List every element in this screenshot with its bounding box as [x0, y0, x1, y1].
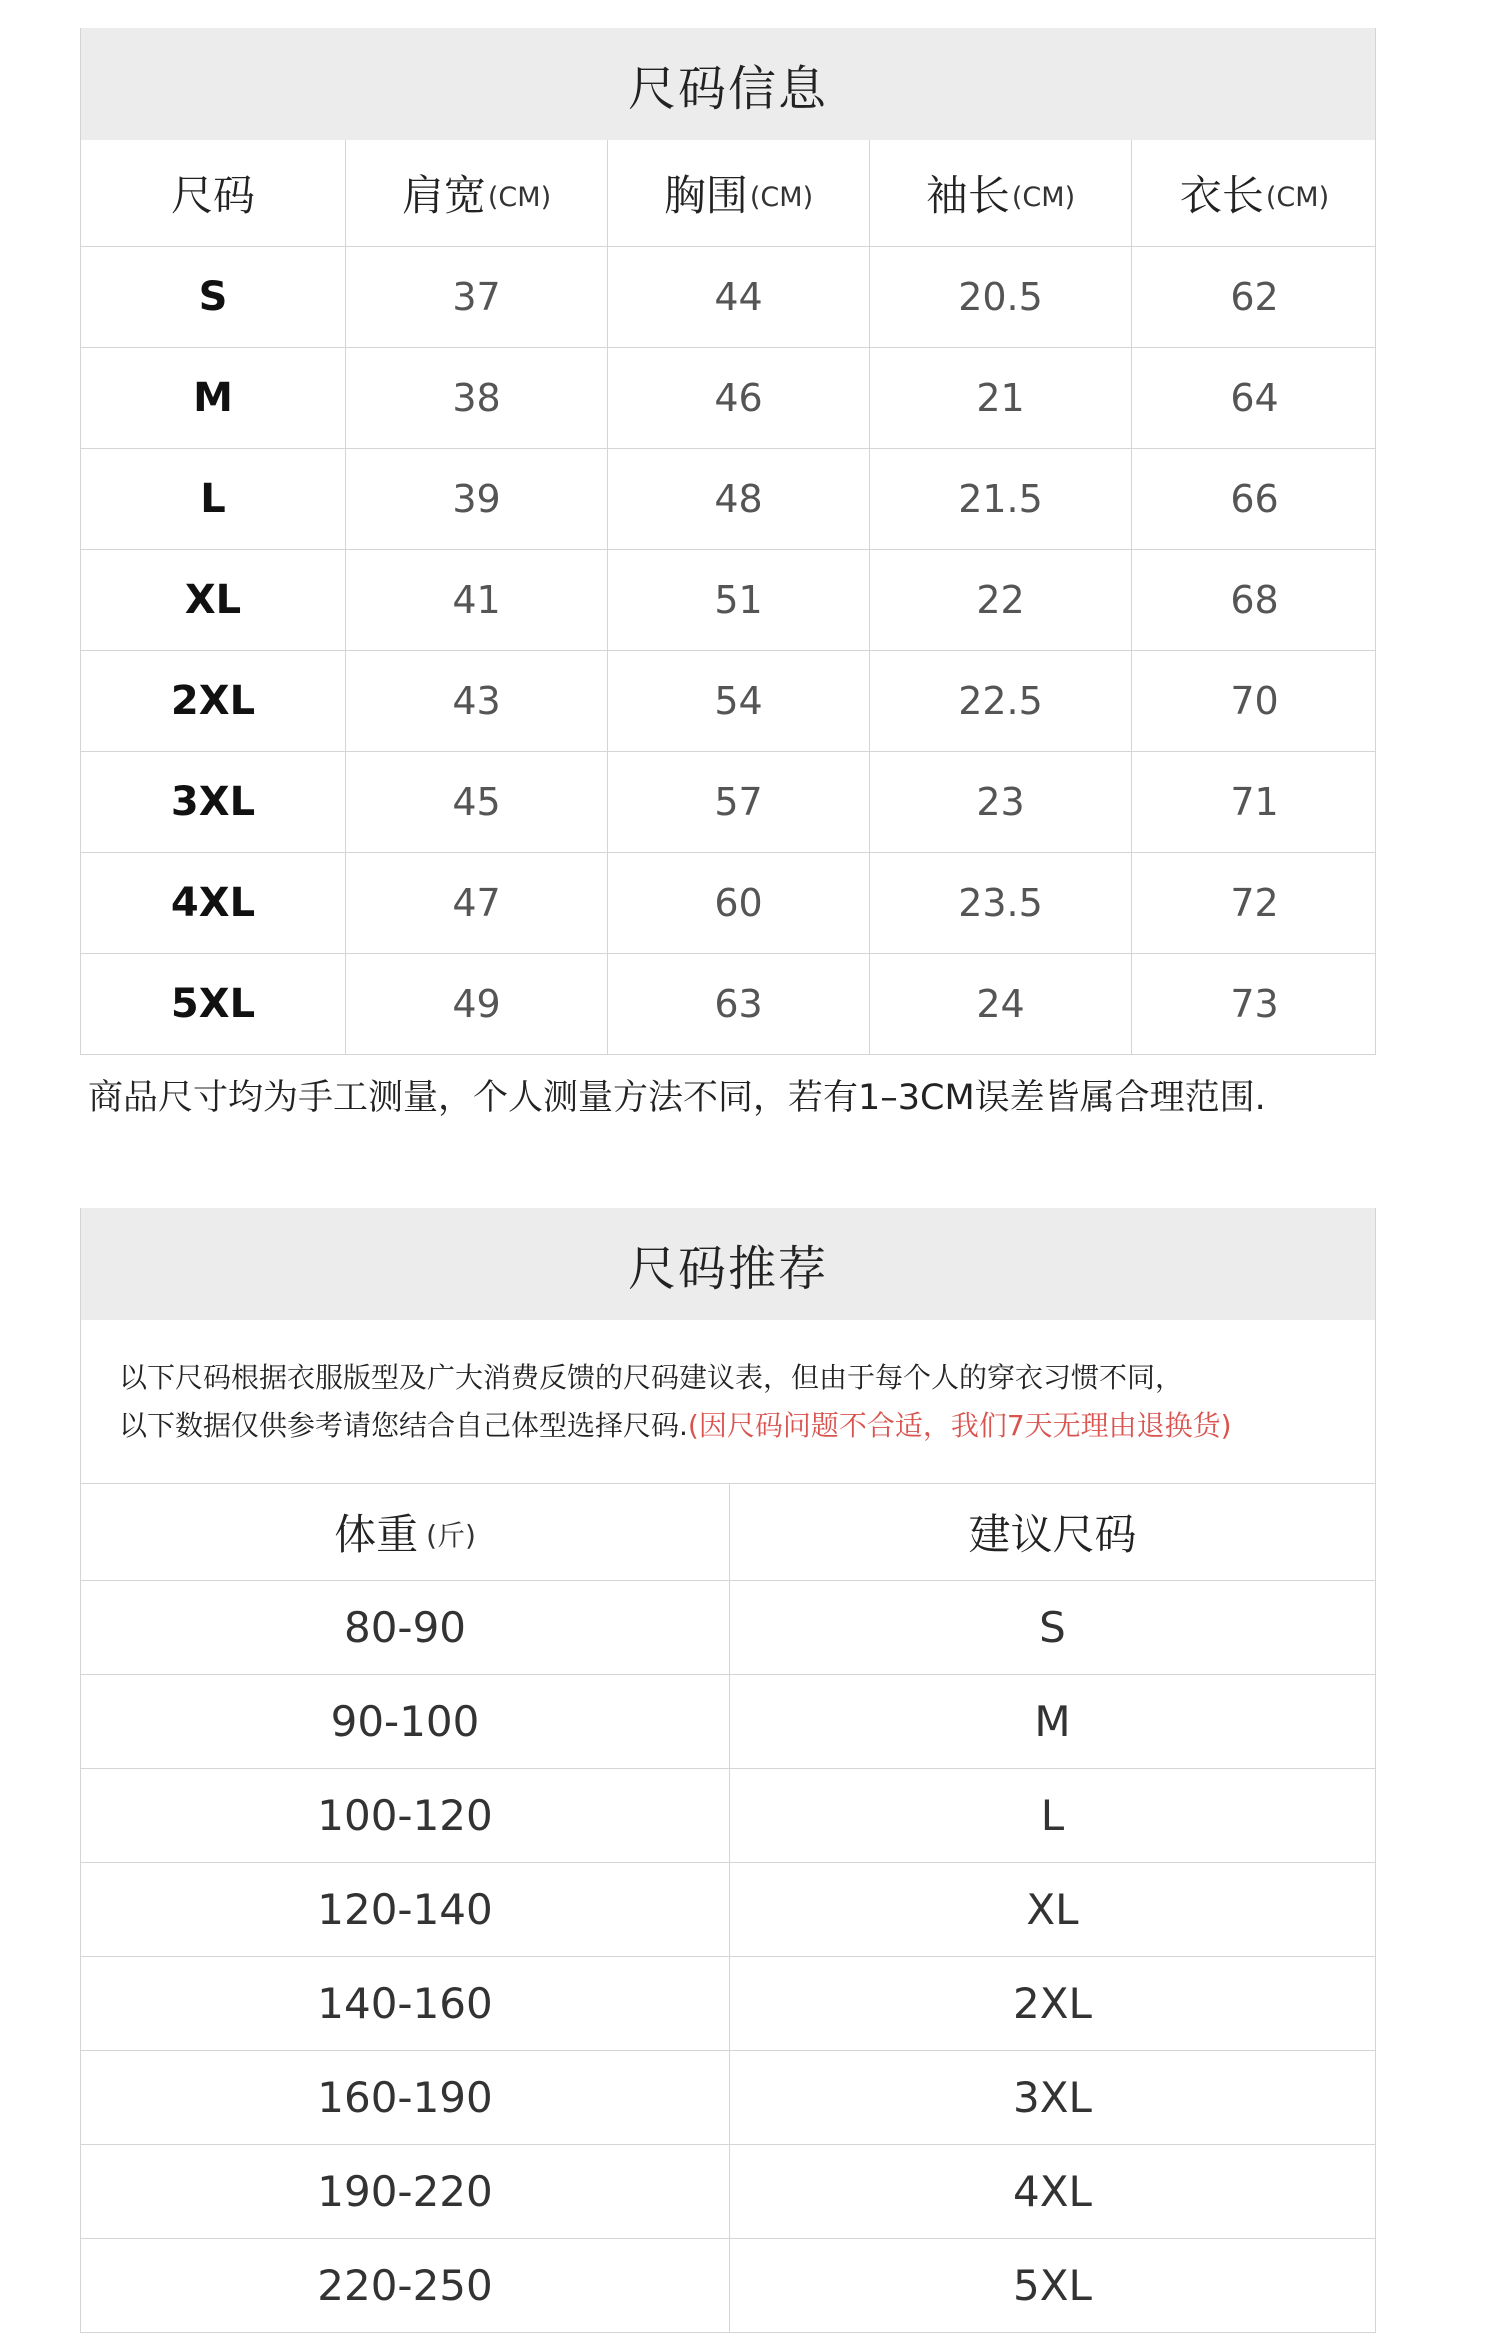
cell-shoulder: 37	[345, 247, 607, 347]
table-row	[81, 1862, 1375, 1956]
cell-weight: 90-100	[330, 1697, 480, 1746]
cell-suggested-size: 5XL	[729, 2239, 1375, 2332]
cell-shoulder: 43	[345, 651, 607, 751]
cell-size: XL	[184, 577, 242, 623]
cell-size: 2XL	[170, 678, 256, 724]
size-info-header-row	[81, 140, 1375, 246]
cell-sleeve: 24	[869, 954, 1131, 1054]
size-recommend-title: 尺码推荐	[81, 1208, 1375, 1320]
table-row	[81, 1768, 1375, 1862]
cell-length: 64	[1131, 348, 1377, 448]
cell-weight: 120-140	[317, 1885, 493, 1934]
table-row	[81, 448, 1375, 549]
col-header-size: 尺码	[170, 171, 255, 220]
table-row	[81, 1580, 1375, 1674]
cell-chest: 46	[607, 348, 869, 448]
cell-weight: 140-160	[317, 1979, 493, 2028]
size-info-table	[80, 28, 1376, 1055]
cell-suggested-size: 4XL	[729, 2145, 1375, 2238]
recommend-desc-line2: 以下数据仅供参考请您结合自己体型选择尺码.(因尺码问题不合适，我们7天无理由退换货)	[119, 1408, 1232, 1442]
table-row	[81, 2050, 1375, 2144]
size-recommend-table	[80, 1208, 1376, 2333]
col-header-sleeve: 袖长 (CM)	[869, 140, 1131, 246]
cell-size: 3XL	[170, 779, 256, 825]
cell-length: 72	[1131, 853, 1377, 953]
cell-weight: 80-90	[343, 1603, 467, 1652]
cell-size: 4XL	[170, 880, 256, 926]
cell-length: 71	[1131, 752, 1377, 852]
cell-weight: 160-190	[317, 2073, 493, 2122]
cell-suggested-size: 2XL	[729, 1957, 1375, 2050]
cell-size: 5XL	[170, 981, 256, 1027]
cell-suggested-size: M	[729, 1675, 1375, 1768]
cell-chest: 57	[607, 752, 869, 852]
cell-suggested-size: L	[729, 1769, 1375, 1862]
cell-suggested-size: 3XL	[729, 2051, 1375, 2144]
cell-shoulder: 47	[345, 853, 607, 953]
recommend-body	[81, 1580, 1375, 2332]
cell-size: S	[198, 274, 228, 320]
cell-chest: 60	[607, 853, 869, 953]
recommend-description	[81, 1320, 1375, 1484]
cell-chest: 44	[607, 247, 869, 347]
cell-shoulder: 41	[345, 550, 607, 650]
table-row	[81, 953, 1375, 1054]
cell-suggested-size: XL	[729, 1863, 1375, 1956]
cell-sleeve: 20.5	[869, 247, 1131, 347]
col-header-shoulder: 肩宽 (CM)	[345, 140, 607, 246]
table-row	[81, 650, 1375, 751]
size-info-body	[81, 246, 1375, 1054]
measurement-note: 商品尺寸均为手工测量，个人测量方法不同，若有1–3CM误差皆属合理范围.	[88, 1078, 1266, 1118]
return-policy-note: (因尺码问题不合适，我们7天无理由退换货)	[687, 1408, 1232, 1442]
table-row	[81, 2144, 1375, 2238]
cell-chest: 63	[607, 954, 869, 1054]
cell-shoulder: 49	[345, 954, 607, 1054]
cell-chest: 54	[607, 651, 869, 751]
cell-chest: 51	[607, 550, 869, 650]
table-row	[81, 347, 1375, 448]
cell-shoulder: 39	[345, 449, 607, 549]
cell-length: 70	[1131, 651, 1377, 751]
cell-weight: 220-250	[317, 2261, 493, 2310]
cell-sleeve: 22.5	[869, 651, 1131, 751]
cell-sleeve: 21.5	[869, 449, 1131, 549]
cell-size: L	[200, 476, 226, 522]
cell-chest: 48	[607, 449, 869, 549]
cell-shoulder: 45	[345, 752, 607, 852]
table-row	[81, 751, 1375, 852]
col-header-suggested-size: 建议尺码	[729, 1484, 1375, 1580]
recommend-desc-line1: 以下尺码根据衣服版型及广大消费反馈的尺码建议表，但由于每个人的穿衣习惯不同，	[119, 1360, 1184, 1394]
table-row	[81, 852, 1375, 953]
cell-suggested-size: S	[729, 1581, 1375, 1674]
cell-length: 68	[1131, 550, 1377, 650]
cell-size: M	[193, 375, 233, 421]
cell-sleeve: 23.5	[869, 853, 1131, 953]
table-row	[81, 246, 1375, 347]
cell-length: 62	[1131, 247, 1377, 347]
cell-length: 66	[1131, 449, 1377, 549]
table-row	[81, 2238, 1375, 2332]
size-info-title: 尺码信息	[81, 28, 1375, 140]
cell-length: 73	[1131, 954, 1377, 1054]
table-row	[81, 1674, 1375, 1768]
col-header-weight: 体重 (斤)	[334, 1510, 476, 1559]
cell-sleeve: 21	[869, 348, 1131, 448]
cell-weight: 190-220	[317, 2167, 493, 2216]
cell-sleeve: 22	[869, 550, 1131, 650]
cell-sleeve: 23	[869, 752, 1131, 852]
table-row	[81, 549, 1375, 650]
col-header-chest: 胸围 (CM)	[607, 140, 869, 246]
table-row	[81, 1956, 1375, 2050]
recommend-header-row	[81, 1484, 1375, 1580]
cell-shoulder: 38	[345, 348, 607, 448]
cell-weight: 100-120	[317, 1791, 493, 1840]
col-header-length: 衣长 (CM)	[1131, 140, 1377, 246]
